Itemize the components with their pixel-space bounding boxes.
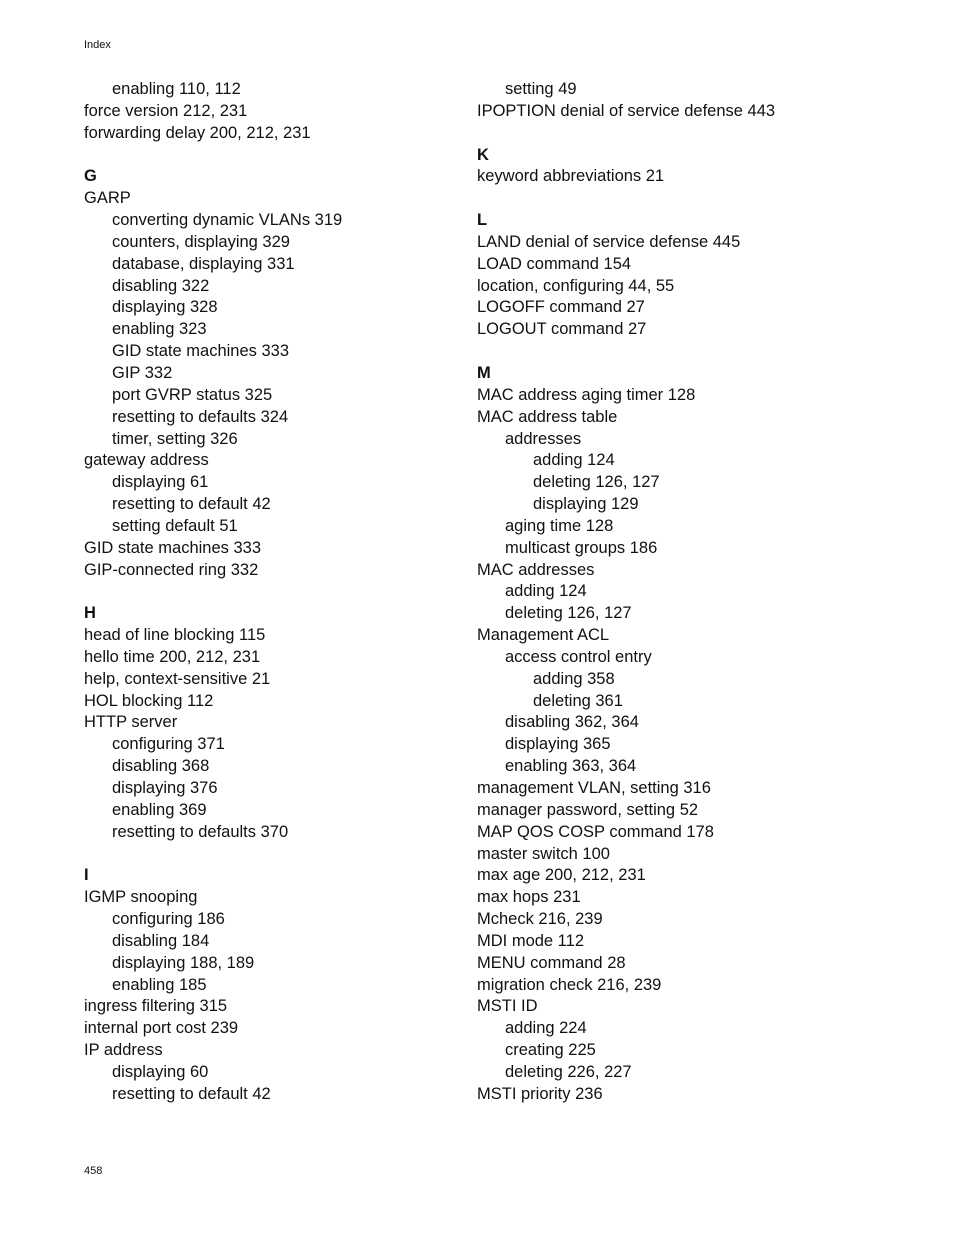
section-gap — [84, 145, 504, 167]
index-entry: master switch 100 — [477, 844, 610, 863]
index-subentry: enabling 110, 112 — [112, 80, 241, 98]
index-subentry: GID state machines 333 — [112, 342, 290, 361]
index-subentry: creating 225 — [505, 1041, 596, 1060]
index-entry: forwarding delay 200, 212, 231 — [84, 123, 311, 142]
index-entry: manager password, setting 52 — [477, 800, 699, 819]
index-subentry: counters, displaying 329 — [112, 232, 290, 251]
index-entry: max age 200, 212, 231 — [477, 866, 646, 885]
index-subentry: disabling 362, 364 — [505, 713, 639, 732]
index-subentry: displaying 328 — [112, 298, 218, 317]
index-subentry: converting dynamic VLANs 319 — [112, 211, 343, 230]
index-subentry: GIP 332 — [112, 363, 173, 382]
running-header: Index — [84, 39, 111, 51]
index-subentry: resetting to defaults 324 — [112, 407, 289, 426]
section-gap — [477, 341, 897, 363]
index-subentry: enabling 323 — [112, 320, 207, 339]
index-column-right — [477, 79, 897, 1106]
index-subentry: configuring 186 — [112, 910, 225, 929]
index-subentry: deleting 361 — [533, 691, 623, 710]
index-subentry: database, displaying 331 — [112, 254, 295, 273]
index-entry: head of line blocking 115 — [84, 626, 266, 645]
index-entry: MSTI priority 236 — [477, 1084, 603, 1103]
index-entry: management VLAN, setting 316 — [477, 779, 711, 797]
index-entry: IGMP snooping — [84, 888, 198, 907]
index-subentry: displaying 365 — [505, 735, 611, 754]
index-entry: MAC address aging timer 128 — [477, 385, 696, 404]
index-entry: MAC addresses — [477, 560, 595, 579]
index-letter-heading: M — [477, 363, 491, 382]
index-subentry: setting 49 — [505, 80, 577, 98]
index-letter-heading: L — [477, 211, 488, 230]
page-number: 458 — [84, 1165, 103, 1177]
index-entry: internal port cost 239 — [84, 1019, 239, 1038]
index-entry: help, context-sensitive 21 — [84, 669, 271, 688]
index-entry: location, configuring 44, 55 — [477, 276, 675, 295]
index-entry: gateway address — [84, 451, 209, 470]
index-subentry: adding 124 — [505, 582, 587, 601]
index-subentry: deleting 126, 127 — [505, 604, 632, 623]
index-entry: IPOPTION denial of service defense 443 — [477, 101, 776, 120]
index-subentry: enabling 369 — [112, 800, 207, 819]
index-letter-heading: I — [84, 866, 89, 885]
index-entry: GIP-connected ring 332 — [84, 560, 259, 579]
section-gap — [477, 188, 897, 210]
index-entry: migration check 216, 239 — [477, 975, 662, 994]
index-entry: GARP — [84, 189, 131, 208]
index-subentry: resetting to default 42 — [112, 495, 271, 514]
index-entry: Management ACL — [477, 626, 610, 645]
index-subentry: addresses — [505, 429, 582, 448]
section-gap — [477, 123, 897, 145]
index-subentry: displaying 61 — [112, 473, 209, 492]
index-entry: LOAD command 154 — [477, 254, 632, 273]
index-subentry: displaying 60 — [112, 1062, 209, 1081]
section-gap — [84, 844, 504, 866]
index-subentry: aging time 128 — [505, 516, 614, 535]
index-subentry: displaying 129 — [533, 495, 639, 514]
index-entry: ingress filtering 315 — [84, 997, 228, 1016]
index-subentry: displaying 188, 189 — [112, 953, 255, 972]
index-subentry: disabling 322 — [112, 276, 210, 295]
index-subentry: disabling 184 — [112, 931, 210, 950]
index-subentry: deleting 126, 127 — [533, 473, 660, 492]
index-entry: HTTP server — [84, 713, 178, 732]
index-letter-heading: H — [84, 604, 96, 623]
index-entry: LAND denial of service defense 445 — [477, 232, 741, 251]
index-subentry: adding 224 — [505, 1019, 587, 1038]
index-subentry: enabling 363, 364 — [505, 757, 637, 776]
index-entry: keyword abbreviations 21 — [477, 167, 665, 186]
index-letter-heading: G — [84, 167, 97, 186]
index-subentry: configuring 371 — [112, 735, 225, 754]
index-subentry: enabling 185 — [112, 975, 207, 994]
index-entry: MSTI ID — [477, 997, 538, 1016]
index-subentry: deleting 226, 227 — [505, 1062, 632, 1081]
index-subentry: disabling 368 — [112, 757, 210, 776]
index-entry: IP address — [84, 1041, 163, 1060]
index-entry: Mcheck 216, 239 — [477, 910, 603, 929]
index-column-left — [84, 79, 504, 1106]
index-entry: force version 212, 231 — [84, 101, 248, 120]
index-entry: MAP QOS COSP command 178 — [477, 822, 714, 841]
index-subentry: port GVRP status 325 — [112, 385, 273, 404]
index-subentry: resetting to default 42 — [112, 1084, 271, 1103]
index-subentry: setting default 51 — [112, 516, 238, 535]
index-subentry: adding 124 — [533, 451, 615, 470]
index-subentry: multicast groups 186 — [505, 538, 658, 557]
index-entry: MENU command 28 — [477, 953, 626, 972]
index-letter-heading: K — [477, 145, 489, 164]
index-subentry: adding 358 — [533, 669, 615, 688]
index-entry: LOGOFF command 27 — [477, 298, 645, 317]
index-entry: max hops 231 — [477, 888, 581, 907]
index-entry: hello time 200, 212, 231 — [84, 647, 261, 666]
index-subentry: access control entry — [505, 647, 652, 666]
index-entry: MAC address table — [477, 407, 618, 426]
index-entry: LOGOUT command 27 — [477, 320, 647, 339]
index-entry: HOL blocking 112 — [84, 691, 214, 710]
index-entry: GID state machines 333 — [84, 538, 262, 557]
section-gap — [84, 581, 504, 603]
index-subentry: displaying 376 — [112, 779, 218, 797]
index-subentry: resetting to defaults 370 — [112, 822, 289, 841]
index-entry: MDI mode 112 — [477, 931, 584, 950]
index-subentry: timer, setting 326 — [112, 429, 238, 448]
